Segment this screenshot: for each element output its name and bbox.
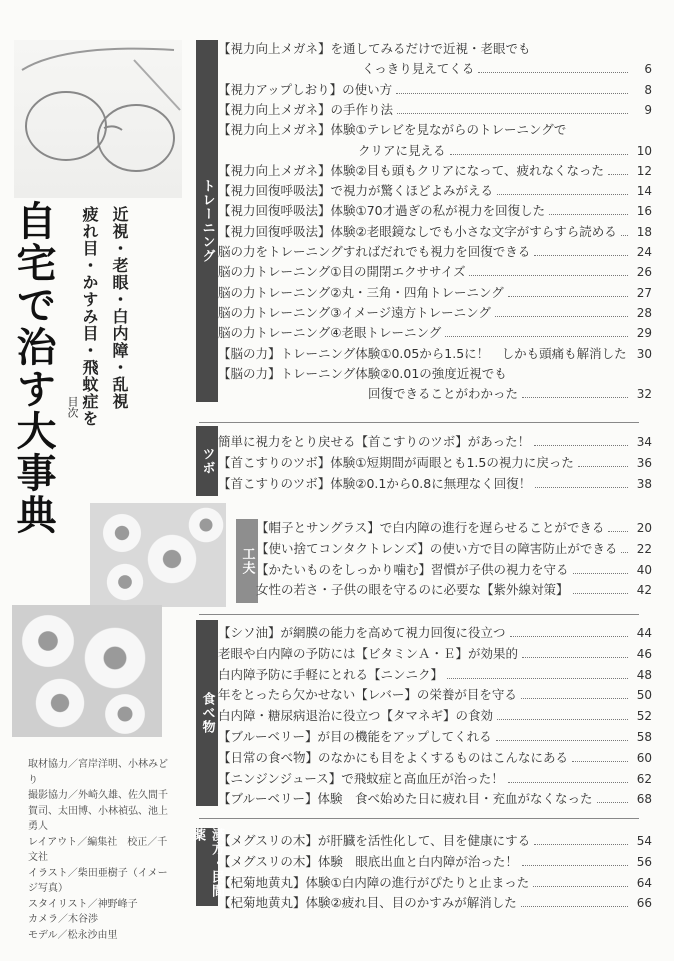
- toc-entry[interactable]: [218, 304, 652, 322]
- leader-dots: [445, 336, 628, 337]
- flowers-photo-top: [90, 503, 226, 607]
- leader-dots: [549, 214, 628, 215]
- credit-line: カメラ／木谷渉: [28, 914, 98, 925]
- toc-entry[interactable]: [218, 284, 652, 302]
- leader-dots: [522, 657, 628, 658]
- toc-page-number: 30: [636, 346, 652, 361]
- toc-entry[interactable]: [218, 40, 652, 58]
- leader-dots: [534, 844, 628, 845]
- toc-entry[interactable]: [218, 832, 652, 850]
- toc-entry[interactable]: [218, 243, 652, 261]
- toc-entry[interactable]: [218, 853, 652, 871]
- leader-dots: [534, 255, 628, 256]
- toc-entry-title: 【帽子とサングラス】で白内障の進行を遅らせることができる: [256, 520, 605, 535]
- toc-page-number: 42: [636, 583, 652, 598]
- toc-page-number: 44: [636, 626, 652, 640]
- section-tab: 工夫: [236, 519, 258, 603]
- leader-dots: [573, 573, 628, 574]
- toc-page-number: 6: [644, 62, 652, 77]
- leader-dots: [522, 397, 628, 398]
- toc-entry-title: 【視力回復呼吸法】体験②老眼鏡なしでも小さな文字がすらすら読める: [218, 223, 617, 239]
- toc-page-number: 14: [636, 184, 652, 199]
- leader-dots: [495, 316, 628, 317]
- toc-entry[interactable]: [218, 686, 652, 704]
- toc-entry-title: クリアに見える: [358, 142, 446, 158]
- toc-page-number: 22: [636, 541, 652, 556]
- toc-page-number: 29: [636, 326, 652, 341]
- toc-entry[interactable]: [218, 454, 652, 472]
- leader-dots: [450, 154, 628, 155]
- toc-entry[interactable]: [218, 645, 652, 663]
- toc-page-number: 36: [636, 455, 652, 470]
- section-tab: ツボ: [196, 426, 218, 496]
- toc-entry-title: 【視力向上メガネ】を通してみるだけで近視・老眼でも: [218, 41, 531, 56]
- section-tab: 食べ物: [196, 620, 218, 806]
- toc-entry[interactable]: [218, 475, 652, 493]
- toc-entry-title: 脳の力トレーニング③イメージ遠方トレーニング: [218, 304, 491, 320]
- leader-dots: [535, 487, 628, 488]
- toc-entry-title: 白内障・糖尿病退治に役立つ【タマネギ】の食効: [218, 708, 494, 724]
- leader-dots: [447, 678, 628, 679]
- toc-entry[interactable]: [218, 81, 652, 99]
- credit-line: 撮影協力／外崎久雄、佐久間千賀司、太田博、小林禎弘、池上勇人: [28, 790, 168, 832]
- leader-dots: [608, 531, 628, 532]
- toc-entry[interactable]: [218, 770, 652, 788]
- toc-entry[interactable]: [218, 263, 652, 281]
- leader-dots: [621, 552, 628, 553]
- toc-page-number: 32: [636, 387, 652, 402]
- toc-page-number: 10: [636, 143, 652, 158]
- toc-page-number: 34: [636, 435, 652, 449]
- toc-entry[interactable]: [256, 540, 652, 558]
- section-tab: トレーニング: [196, 40, 218, 402]
- toc-entry-title: 【メグスリの木】が肝臓を活性化して、目を健康にする: [218, 833, 531, 848]
- toc-entry[interactable]: [218, 624, 652, 642]
- leader-dots: [396, 93, 628, 94]
- credit-line: スタイリスト／神野峰子: [28, 898, 138, 910]
- toc-entry-title: 女性の若さ・子供の眼を守るのに必要な【紫外線対策】: [256, 582, 569, 598]
- toc-entry[interactable]: [218, 345, 652, 363]
- toc-entry[interactable]: [218, 707, 652, 725]
- toc-page-number: 58: [636, 730, 652, 744]
- toc-page-number: 20: [636, 521, 652, 535]
- leader-dots: [508, 296, 628, 297]
- toc-entry-title: 【メグスリの木】体験 眼底出血と白内障が治った！: [218, 853, 518, 869]
- toc-entry-title: 年をとったら欠かせない【レバー】の栄養が目を守る: [218, 687, 517, 703]
- leader-dots: [478, 72, 628, 73]
- toc-entry[interactable]: [218, 874, 652, 892]
- credits: [28, 757, 174, 943]
- toc-entry-title: くっきり見えてくる: [362, 61, 475, 77]
- toc-entry-title: 【視力向上メガネ】体験②目も頭もクリアになって、疲れなくなった: [218, 162, 604, 178]
- toc-entry[interactable]: [218, 121, 652, 139]
- toc-page-number: 40: [636, 562, 652, 577]
- flowers-photo-bottom: [12, 605, 162, 737]
- toc-entry[interactable]: [218, 790, 652, 808]
- toc-entry-title: 【ブルーベリー】体験 食べ始めた日に疲れ目・充血がなくなった: [218, 791, 593, 807]
- toc-entry-title: 【ブルーベリー】が目の機能をアップしてくれる: [218, 729, 492, 744]
- section-divider: [199, 422, 639, 423]
- toc-entry-title: 脳の力トレーニング①目の開閉エクササイズ: [218, 264, 466, 280]
- toc-page-number: 38: [636, 476, 652, 491]
- leader-dots: [522, 865, 628, 866]
- toc-entry-title: 【かたいものをしっかり噛む】習慣が子供の視力を守る: [256, 561, 569, 577]
- toc-entry[interactable]: [218, 202, 652, 220]
- toc-page-number: 8: [644, 82, 652, 97]
- toc-entry[interactable]: [358, 142, 652, 160]
- toc-entry-title: 【首こすりのツボ】体験①短期間が両眼とも1.5の視力に戻った: [218, 454, 574, 470]
- glasses-photo: [14, 40, 182, 198]
- leader-dots: [573, 593, 628, 594]
- toc-entry-title: 【シソ油】が網膜の能力を高めて視力回復に役立つ: [218, 625, 506, 640]
- leader-dots: [469, 275, 628, 276]
- subtitle-line2: 疲れ目・かすみ目・飛蚊症を: [80, 206, 99, 427]
- toc-entry-title: 【ニンジンジュース】で飛蚊症と高血圧が治った！: [218, 770, 504, 786]
- leader-dots: [534, 445, 628, 446]
- toc-entry-title: 簡単に視力をとり戻せる【首こすりのツボ】があった！: [218, 434, 531, 449]
- toc-entry-title: 脳の力トレーニング④老眼トレーニング: [218, 325, 442, 341]
- toc-entry[interactable]: [218, 223, 652, 241]
- toc-page-number: 27: [636, 285, 652, 300]
- toc-page-number: 9: [644, 102, 652, 117]
- toc-entry[interactable]: [368, 385, 652, 403]
- toc-entry[interactable]: [256, 581, 652, 599]
- leader-dots: [397, 113, 628, 114]
- toc-entry[interactable]: [218, 101, 652, 119]
- credit-line: レイアウト／編集社 校正／千文社: [28, 836, 168, 863]
- toc-entry[interactable]: [218, 365, 652, 383]
- toc-entry[interactable]: [256, 561, 652, 579]
- toc-entry-title: 【日常の食べ物】のなかにも目をよくするものはこんなにある: [218, 749, 569, 765]
- toc-page-number: 12: [636, 163, 652, 178]
- toc-page-number: 46: [636, 646, 652, 661]
- toc-entry-title: 【脳の力】トレーニング体験①0.05から1.5に！ しかも頭痛も解消した: [218, 345, 627, 361]
- mokuji-label: 目次: [66, 396, 79, 418]
- toc-page-number: 66: [636, 896, 652, 911]
- toc-entry-title: 【使い捨てコンタクトレンズ】の使い方で目の障害防止ができる: [256, 540, 618, 556]
- toc-page-number: 54: [636, 834, 652, 848]
- toc-page-number: 16: [636, 204, 652, 219]
- toc-entry[interactable]: [218, 749, 652, 767]
- toc-entry[interactable]: [218, 324, 652, 342]
- leader-dots: [597, 802, 628, 803]
- leader-dots: [496, 740, 628, 741]
- leader-dots: [621, 235, 628, 236]
- toc-page-number: 60: [636, 750, 652, 765]
- credit-line: イラスト／柴田亜樹子（イメージ写真）: [28, 867, 168, 894]
- leader-dots: [497, 719, 628, 720]
- toc-page-number: 26: [636, 265, 652, 280]
- toc-page-number: 18: [636, 224, 652, 239]
- toc-entry-title: 【視力向上メガネ】の手作り法: [218, 101, 394, 117]
- section-divider: [199, 818, 639, 819]
- section-tab: 漢方・民間薬: [196, 828, 218, 906]
- toc-entry-title: 【杞菊地黄丸】体験①白内障の進行がぴたりと止まった: [218, 874, 530, 890]
- toc-entry-title: 【視力回復呼吸法】体験①70才過ぎの私が視力を回復した: [218, 203, 546, 219]
- toc-entry[interactable]: [218, 162, 652, 180]
- toc-page-number: 56: [636, 854, 652, 869]
- leader-dots: [521, 906, 628, 907]
- toc-entry-title: 【視力アップしおり】の使い方: [218, 81, 393, 97]
- toc-page-number: 24: [636, 245, 652, 259]
- toc-page-number: 50: [636, 688, 652, 703]
- toc-entry-title: 【脳の力】トレーニング体験②0.01の強度近視でも: [218, 365, 507, 381]
- toc-entry[interactable]: [362, 60, 652, 78]
- credit-line: 取材協力／宮岸洋明、小林みどり: [28, 759, 168, 786]
- leader-dots: [572, 761, 628, 762]
- toc-entry-title: 脳の力をトレーニングすればだれでも視力を回復できる: [218, 244, 531, 259]
- toc-entry-title: 脳の力トレーニング②丸・三角・四角トレーニング: [218, 284, 504, 300]
- toc-entry[interactable]: [218, 894, 652, 912]
- subtitle-line1: 近視・老眼・白内障・乱視: [110, 206, 129, 410]
- leader-dots: [497, 194, 628, 195]
- leader-dots: [510, 636, 628, 637]
- toc-entry-title: 老眼や白内障の予防には【ビタミンＡ・Ｅ】が効果的: [218, 645, 519, 661]
- leader-dots: [578, 466, 628, 467]
- toc-entry[interactable]: [218, 433, 652, 451]
- credit-line: モデル／松永沙由里: [28, 929, 118, 941]
- section-divider: [199, 614, 639, 615]
- toc-entry[interactable]: [218, 666, 652, 684]
- toc-entry[interactable]: [256, 519, 652, 537]
- toc-entry-title: 【視力向上メガネ】体験①テレビを見ながらのトレーニングで: [218, 122, 567, 138]
- toc-entry-title: 【首こすりのツボ】体験②0.1から0.8に無理なく回復！: [218, 475, 532, 491]
- toc-entry-title: 【杞菊地黄丸】体験②疲れ目、目のかすみが解消した: [218, 895, 517, 911]
- toc-entry[interactable]: [218, 182, 652, 200]
- toc-entry-title: 回復できることがわかった: [368, 386, 519, 402]
- leader-dots: [533, 886, 628, 887]
- toc-page-number: 64: [636, 875, 652, 890]
- toc-page-number: 68: [636, 792, 652, 807]
- leader-dots: [608, 174, 628, 175]
- toc-page-number: 62: [636, 771, 652, 786]
- page-title: 自宅で治す大事典: [10, 200, 56, 536]
- toc-entry[interactable]: [218, 728, 652, 746]
- toc-page-number: 48: [636, 667, 652, 682]
- leader-dots: [508, 782, 628, 783]
- toc-page-number: 52: [636, 709, 652, 724]
- toc-page-number: 28: [636, 305, 652, 320]
- leader-dots: [521, 698, 628, 699]
- toc-entry-title: 【視力回復呼吸法】で視力が驚くほどよみがえる: [218, 183, 494, 199]
- toc-entry-title: 白内障予防に手軽にとれる【ニンニク】: [218, 666, 444, 682]
